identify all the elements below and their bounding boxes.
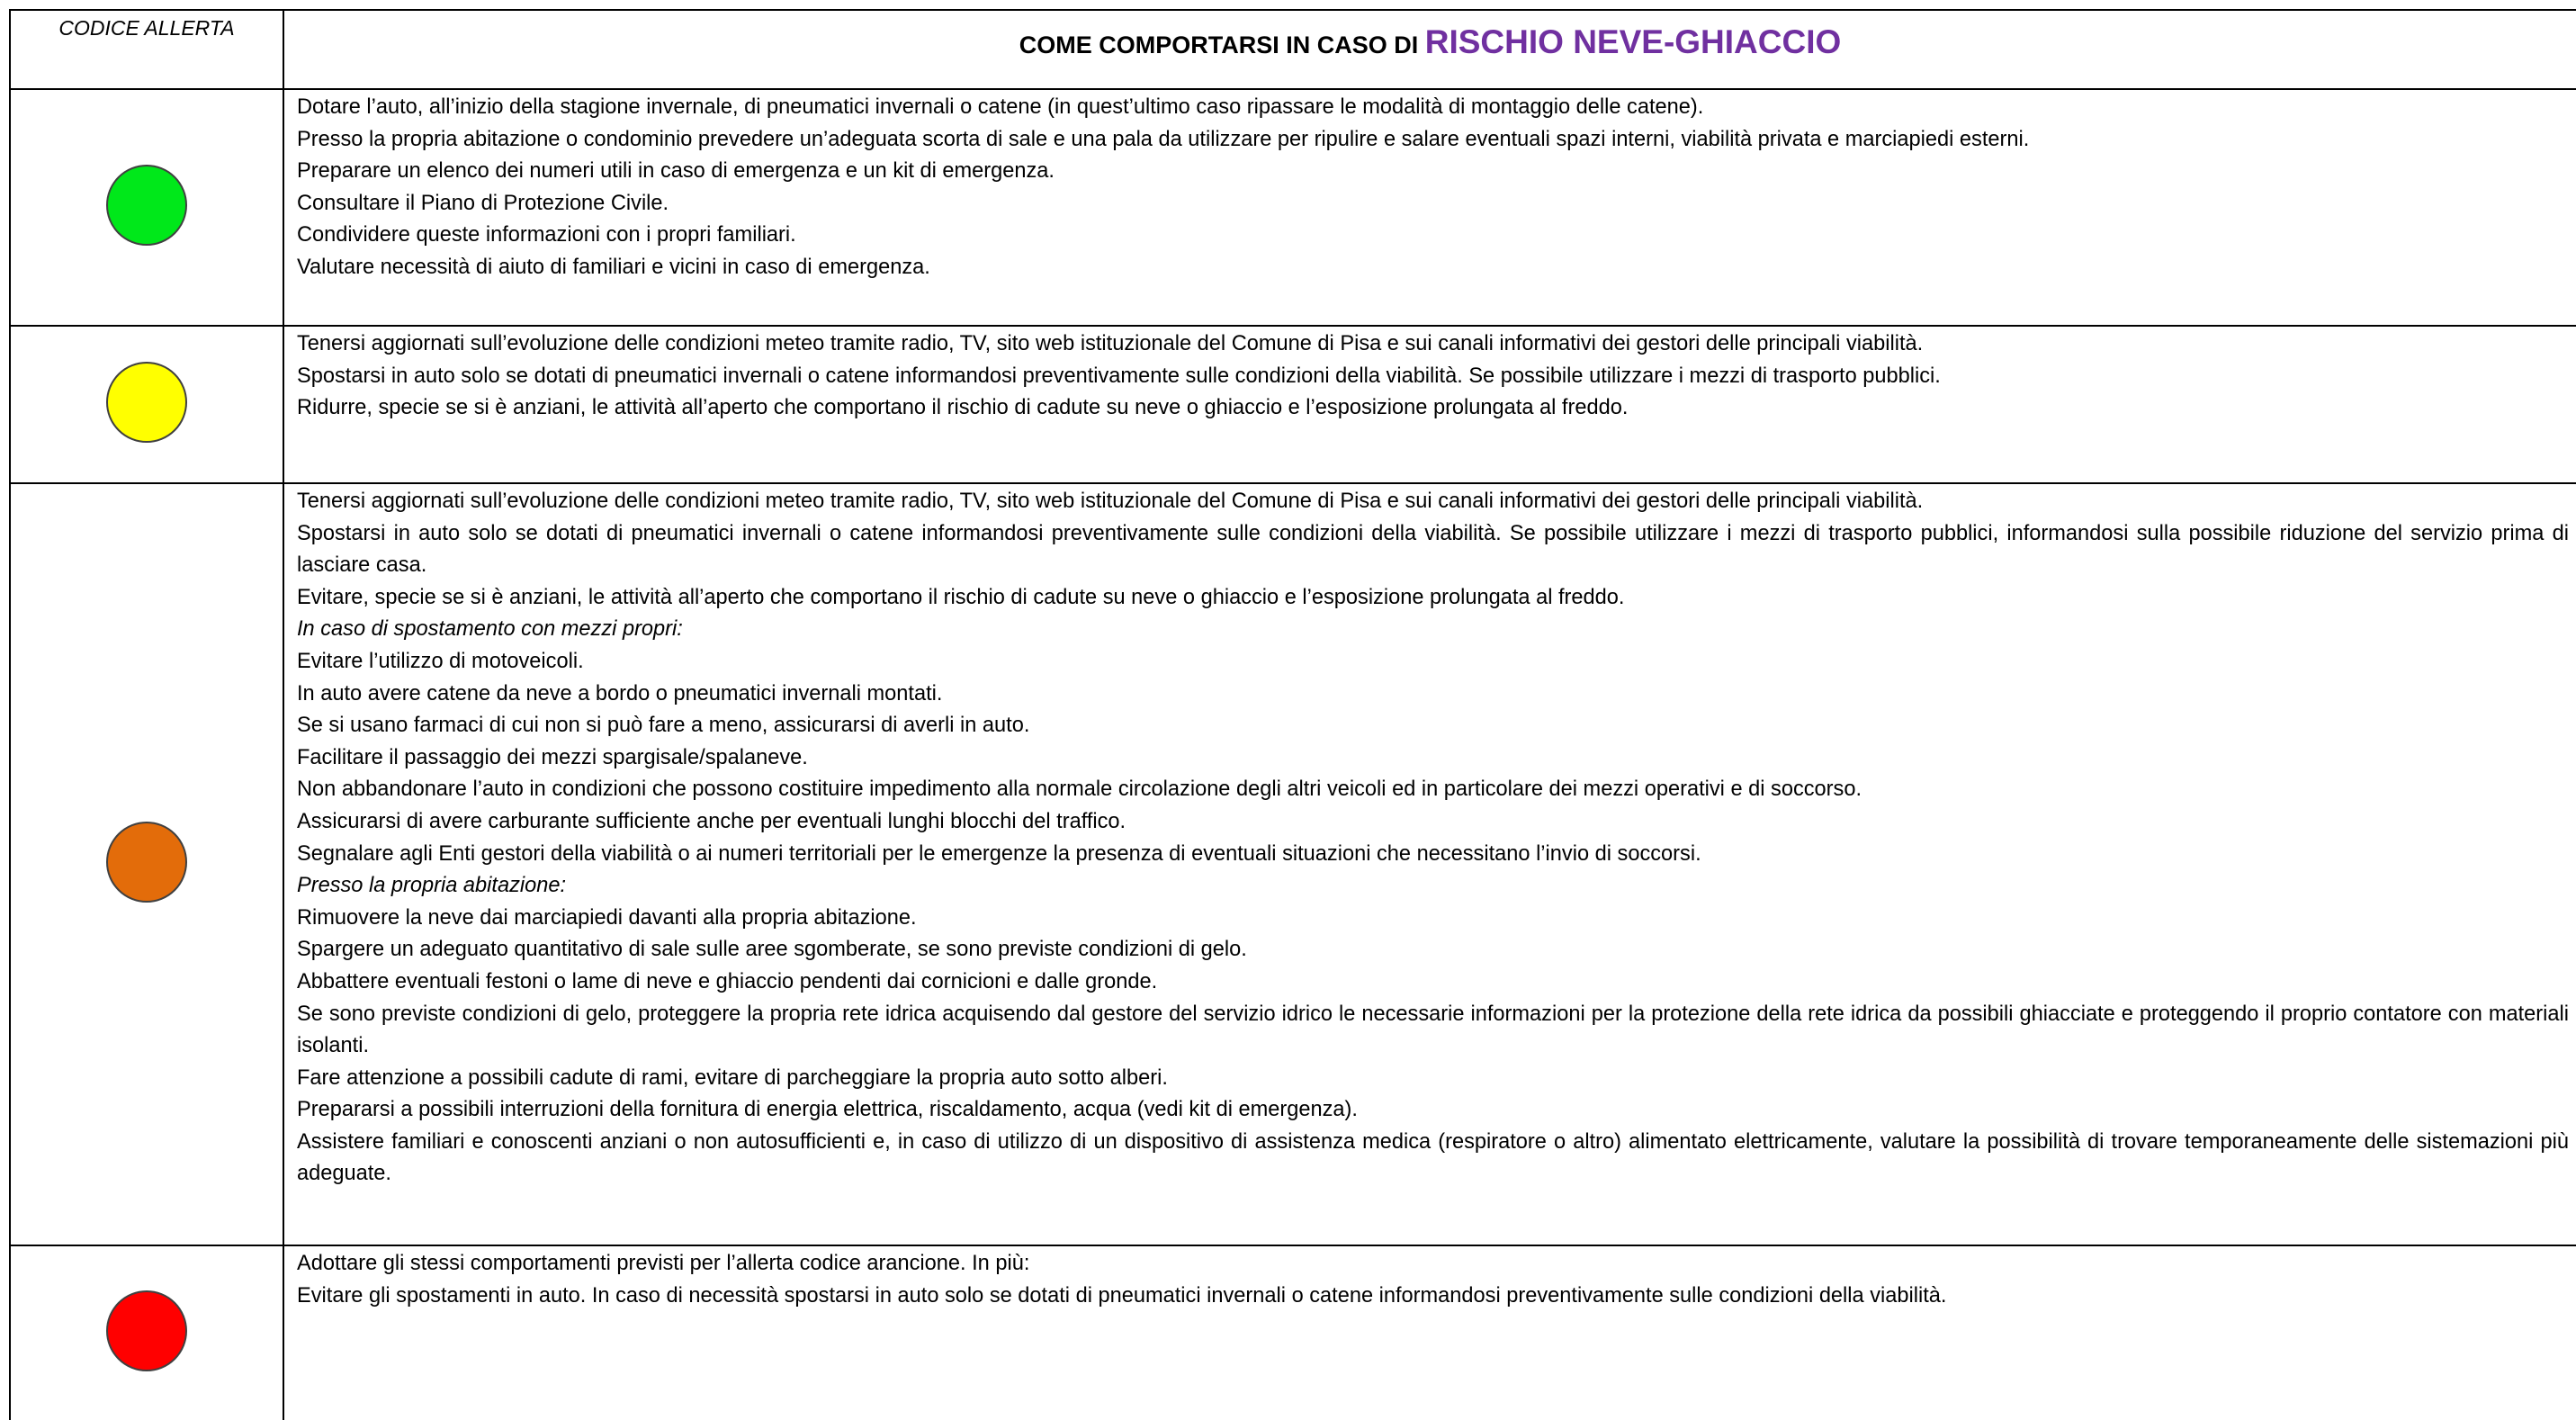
instruction-line: Spargere un adeguato quantitativo di sale sulle aree sgomberate, se sono previste condizioni di gelo.	[297, 938, 1247, 962]
instruction-line: Adottare gli stessi comportamenti previsti per l’allerta codice arancione. In più:	[297, 1252, 1030, 1275]
alert-row-orange	[10, 483, 2576, 1245]
instruction-line: Presso la propria abitazione o condominio prevedere un’adeguata scorta di sale e una pala da utilizzare per ripulire e salare eventuali spazi interni, viabilità privata e marciapiedi esterni.	[297, 127, 2030, 151]
instruction-line: Se sono previste condizioni di gelo, proteggere la propria rete idrica acquisendo dal gestore del servizio idrico le necessarie informazioni per la protezione della rete idrica da possibili ghiacciate e proteggendo il proprio contatore con materiali isolanti.	[297, 1002, 2569, 1058]
instruction-line: Prepararsi a possibili interruzioni della fornitura di energia elettrica, riscaldamento, acqua (vedi kit di emergenza).	[297, 1098, 1358, 1122]
alert-code-cell	[10, 89, 283, 326]
instruction-line: Consultare il Piano di Protezione Civile.	[297, 191, 669, 215]
instruction-line: Assicurarsi di avere carburante sufficiente anche per eventuali lunghi blocchi del traffico.	[297, 809, 1126, 833]
instruction-line: In auto avere catene da neve a bordo o pneumatici invernali montati.	[297, 681, 943, 706]
instruction-line: Valutare necessità di aiuto di familiari e vicini in caso di emergenza.	[297, 255, 930, 279]
instruction-line: Condividere queste informazioni con i propri familiari.	[297, 223, 796, 247]
header-row	[10, 10, 2576, 89]
instruction-line: Segnalare agli Enti gestori della viabilità o ai numeri territoriali per le emergenze la presenza di eventuali situazioni che necessitano l’invio di soccorsi.	[297, 841, 1701, 866]
instruction-line: Evitare l’utilizzo di motoveicoli.	[297, 649, 584, 673]
instruction-line: Tenersi aggiornati sull’evoluzione delle condizioni meteo tramite radio, TV, sito web istituzionale del Comune di Pisa e sui canali informativi dei gestori delle principali viabilità.	[297, 332, 1924, 355]
instructions-cell	[283, 89, 2576, 326]
instruction-line: Assistere familiari e conoscenti anziani o non autosufficienti e, in caso di utilizzo di un dispositivo di assistenza medica (respiratore o altro) alimentato elettricamente, valutare la possibilità di trovare temporaneamente delle sistemazioni più adeguate.	[297, 1129, 2569, 1186]
instruction-line: Fare attenzione a possibili cadute di rami, evitare di parcheggiare la propria auto sotto alberi.	[297, 1065, 1168, 1090]
instruction-line: Tenersi aggiornati sull’evoluzione delle condizioni meteo tramite radio, TV, sito web istituzionale del Comune di Pisa e sui canali informativi dei gestori delle principali viabilità.	[297, 490, 1924, 513]
instruction-line: Evitare, specie se si è anziani, le attività all’aperto che comportano il rischio di cadute su neve o ghiaccio e l’esposizione prolungata al freddo.	[297, 585, 1625, 609]
yellow-alert-dot-icon	[106, 362, 187, 443]
alert-table	[9, 9, 2576, 1420]
code-column-header: CODICE ALLERTA	[10, 10, 283, 89]
instruction-line: Facilitare il passaggio dei mezzi spargisale/spalaneve.	[297, 745, 808, 769]
instruction-line: Abbattere eventuali festoni o lame di neve e ghiaccio pendenti dai cornicioni e dalle gronde.	[297, 969, 1158, 993]
alert-code-cell	[10, 326, 283, 483]
title-hazard: RISCHIO NEVE-GHIACCIO	[1424, 23, 1842, 60]
alert-code-cell	[10, 1245, 283, 1420]
instruction-line: Ridurre, specie se si è anziani, le attività all’aperto che comportano il rischio di cadute su neve o ghiaccio e l’esposizione prolungata al freddo.	[297, 396, 1629, 420]
instruction-line: Spostarsi in auto solo se dotati di pneumatici invernali o catene informandosi preventivamente sulle condizioni della viabilità. Se possibile utilizzare i mezzi di trasporto pubblici.	[297, 364, 1941, 388]
instruction-line: Non abbandonare l’auto in condizioni che possono costituire impedimento alla normale circolazione degli altri veicoli ed in particolare dei mezzi operativi e di soccorso.	[297, 777, 1862, 802]
instructions-cell	[283, 483, 2576, 1245]
instructions-cell	[283, 326, 2576, 483]
green-alert-dot-icon	[106, 165, 187, 246]
instruction-line: Evitare gli spostamenti in auto. In caso di necessità spostarsi in auto solo se dotati di pneumatici invernali o catene informandosi preventivamente sulle condizioni della viabilità.	[297, 1283, 1947, 1308]
instruction-line: Se si usano farmaci di cui non si può fare a meno, assicurarsi di averli in auto.	[297, 714, 1030, 738]
orange-alert-dot-icon	[106, 822, 187, 903]
instruction-line: Spostarsi in auto solo se dotati di pneumatici invernali o catene informandosi preventivamente sulle condizioni della viabilità. Se possibile utilizzare i mezzi di trasporto pubblici, informandosi sulla possibile riduzione del servizio prima di lasciare casa.	[297, 521, 2569, 578]
instruction-line: Presso la propria abitazione:	[297, 874, 567, 898]
instruction-line: In caso di spostamento con mezzi propri:	[297, 617, 683, 642]
alert-code-cell	[10, 483, 283, 1245]
instruction-line: Dotare l’auto, all’inizio della stagione invernale, di pneumatici invernali o catene (in quest’ultimo caso ripassare le modalità di montaggio delle catene).	[297, 95, 1704, 119]
instruction-line: Preparare un elenco dei numeri utili in caso di emergenza e un kit di emergenza.	[297, 159, 1055, 184]
alert-row-red	[10, 1245, 2576, 1420]
alert-row-green	[10, 89, 2576, 326]
instruction-line: Rimuovere la neve dai marciapiedi davanti alla propria abitazione.	[297, 905, 917, 930]
page-title	[283, 10, 2576, 89]
red-alert-dot-icon	[106, 1290, 187, 1371]
instructions-cell	[283, 1245, 2576, 1420]
alert-row-yellow	[10, 326, 2576, 483]
title-prefix: COME COMPORTARSI IN CASO DI	[1019, 31, 1419, 58]
